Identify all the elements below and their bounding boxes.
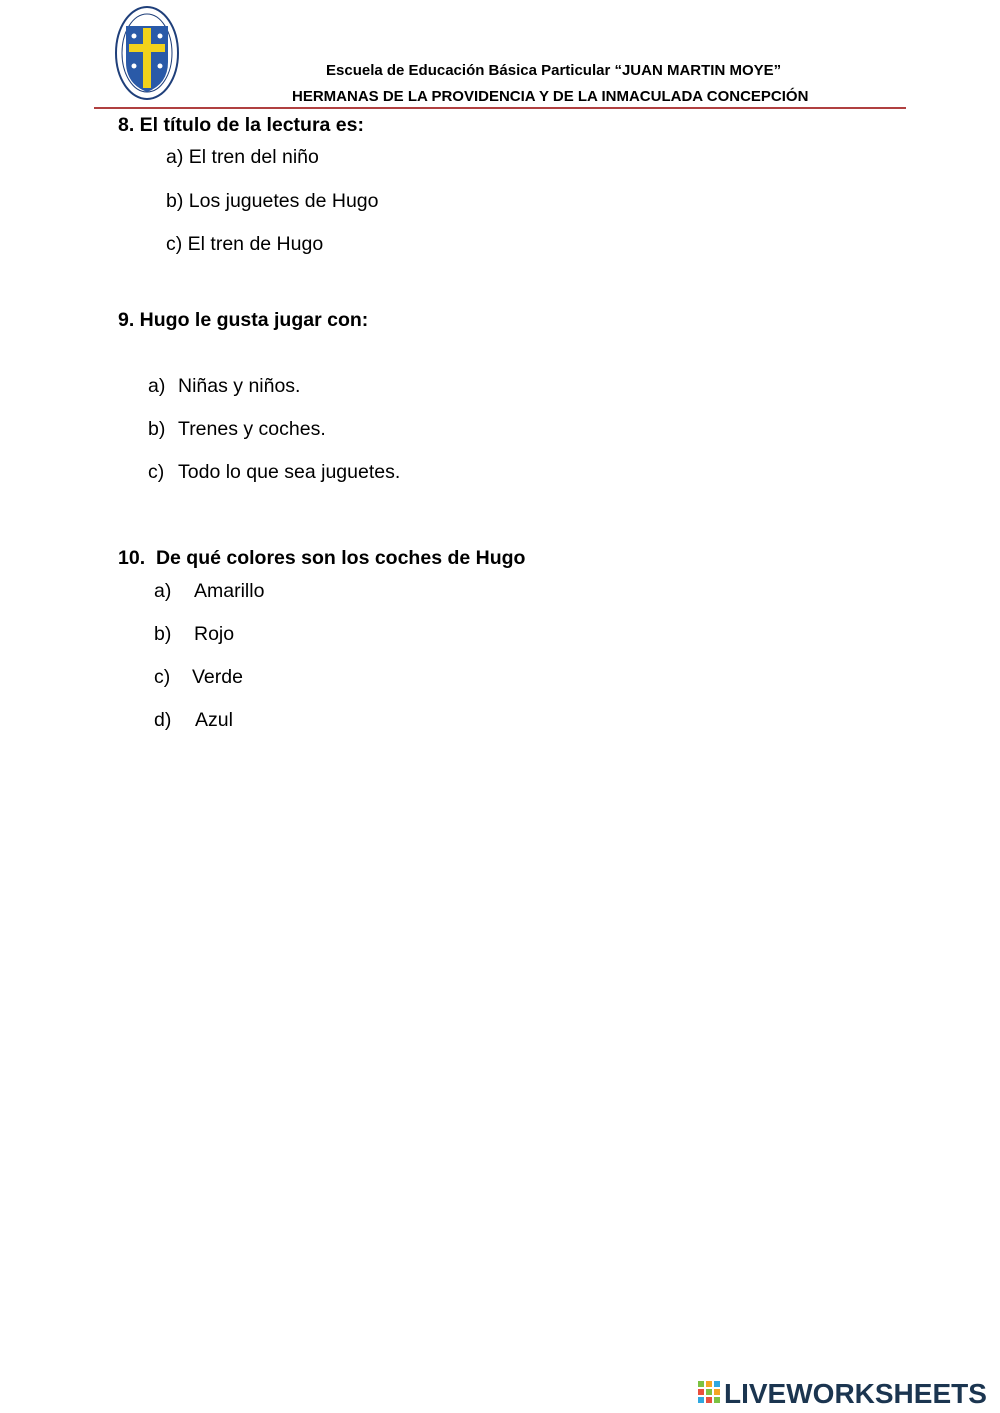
congregation-name: HERMANAS DE LA PROVIDENCIA Y DE LA INMACULADA CONCEPCIÓN <box>292 88 809 105</box>
option-letter: a) <box>166 146 184 168</box>
option-text: Niñas y niños. <box>178 375 301 397</box>
option-letter: c) <box>166 233 183 255</box>
option-text: Azul <box>195 709 233 731</box>
option-letter: a) <box>154 580 172 602</box>
option-letter: d) <box>154 709 172 731</box>
option-letter: c) <box>148 461 165 483</box>
question-8-option-b[interactable] <box>166 190 379 213</box>
question-10-option-c[interactable] <box>154 666 243 689</box>
option-letter: b) <box>154 623 172 645</box>
option-letter: c) <box>154 666 171 688</box>
question-8-option-c[interactable] <box>166 233 323 256</box>
option-text: Rojo <box>194 623 235 645</box>
watermark-text: LIVEWORKSHEETS <box>724 1378 987 1409</box>
school-name: Escuela de Educación Básica Particular “JUAN MARTIN MOYE” <box>326 62 782 79</box>
question-8-title: 8. El título de la lectura es: <box>118 114 364 136</box>
option-text: Los juguetes de Hugo <box>188 190 379 212</box>
option-letter: b) <box>148 418 166 440</box>
question-8-option-a[interactable] <box>166 146 319 169</box>
question-10-option-b[interactable] <box>154 623 234 646</box>
question-10-option-d[interactable] <box>154 709 233 732</box>
option-letter: b) <box>166 190 184 212</box>
header-divider <box>94 107 906 109</box>
option-text: Trenes y coches. <box>178 418 326 440</box>
question-9-option-a[interactable] <box>148 375 300 398</box>
option-text: Amarillo <box>194 580 265 602</box>
question-9-title: 9. Hugo le gusta jugar con: <box>118 309 369 331</box>
option-text: Todo lo que sea juguetes. <box>178 461 401 483</box>
school-logo <box>114 4 180 102</box>
question-9-option-b[interactable] <box>148 418 326 441</box>
question-10-option-a[interactable] <box>154 580 264 603</box>
option-letter: a) <box>148 375 166 397</box>
question-9-option-c[interactable] <box>148 461 400 484</box>
option-text: El tren de Hugo <box>187 233 324 255</box>
liveworksheets-watermark <box>698 1378 987 1410</box>
option-text: Verde <box>192 666 243 688</box>
question-10-title: 10. De qué colores son los coches de Hugo <box>118 547 526 569</box>
liveworksheets-logo-icon <box>698 1381 720 1407</box>
option-text: El tren del niño <box>188 146 319 168</box>
